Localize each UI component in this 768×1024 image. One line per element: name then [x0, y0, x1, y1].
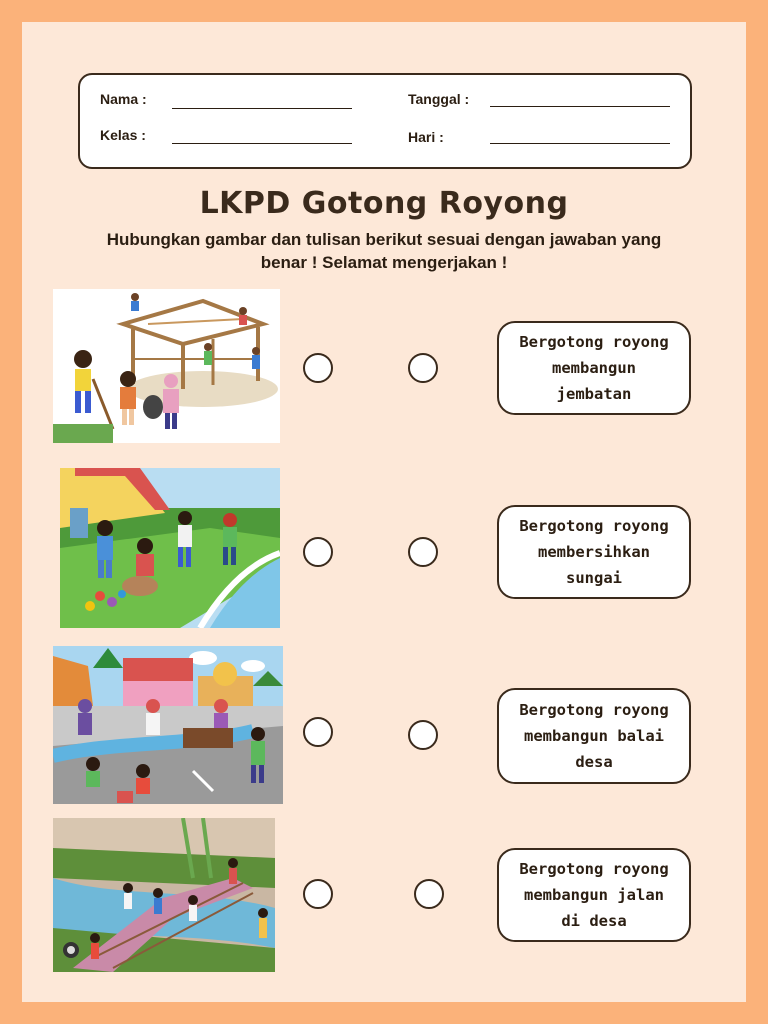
day-field[interactable]	[490, 143, 670, 144]
day-label: Hari :	[408, 129, 444, 145]
class-field[interactable]	[172, 143, 352, 144]
match-dot-answer-3[interactable]	[408, 720, 438, 750]
match-dot-picture-2[interactable]	[303, 537, 333, 567]
match-dot-answer-1[interactable]	[408, 353, 438, 383]
picture-cleaning-river	[60, 468, 280, 628]
match-dot-answer-4[interactable]	[414, 879, 444, 909]
answer-card-river[interactable]	[497, 505, 691, 599]
answer-text: Bergotong royong membersihkan sungai	[519, 517, 669, 587]
match-dot-picture-4[interactable]	[303, 879, 333, 909]
worksheet-page	[22, 22, 746, 1002]
class-label: Kelas :	[100, 127, 146, 143]
picture-building-hall	[53, 289, 280, 443]
date-label: Tanggal :	[408, 91, 470, 107]
date-field[interactable]	[490, 106, 670, 107]
picture-village-road	[53, 646, 283, 804]
match-dot-picture-3[interactable]	[303, 717, 333, 747]
answer-text: Bergotong royong membangun balai desa	[519, 701, 669, 771]
picture-building-bridge	[53, 818, 275, 972]
page-title: LKPD Gotong Royong	[199, 186, 569, 221]
answer-card-road[interactable]	[497, 848, 691, 942]
match-dot-picture-1[interactable]	[303, 353, 333, 383]
answer-card-hall[interactable]	[497, 688, 691, 784]
answer-text: Bergotong royong membangun jalan di desa	[519, 860, 669, 930]
match-dot-answer-2[interactable]	[408, 537, 438, 567]
name-label: Nama :	[100, 91, 147, 107]
answer-text: Bergotong royong membangun jembatan	[519, 333, 669, 403]
answer-card-bridge[interactable]	[497, 321, 691, 415]
instruction-text: Hubungkan gambar dan tulisan berikut sesuai dengan jawaban yang benar ! Selamat mengerjakan !	[106, 230, 662, 272]
name-field[interactable]	[172, 108, 352, 109]
student-info-box	[78, 73, 692, 169]
